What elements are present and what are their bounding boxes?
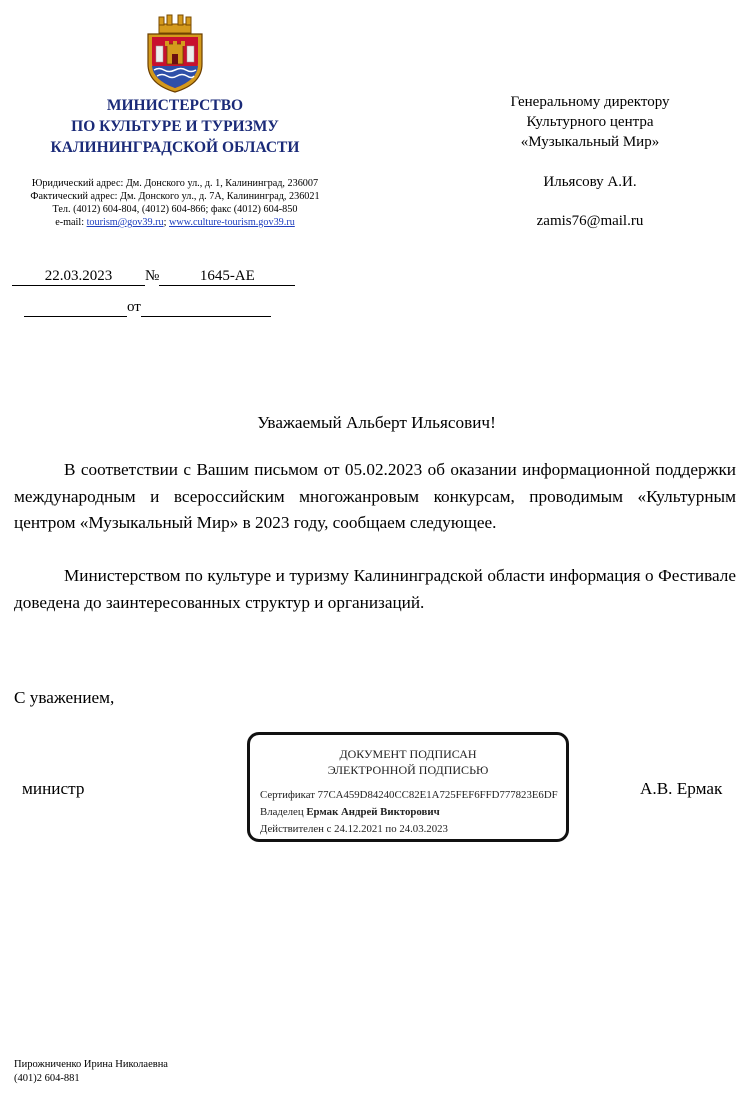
valid-to: 24.03.2023 <box>399 823 448 835</box>
registration-line <box>12 268 295 286</box>
signer-name: А.В. Ермак <box>640 779 723 798</box>
stamp-certificate <box>260 788 558 802</box>
contacts-line <box>0 216 350 230</box>
ministry-email-link[interactable]: tourism@gov39.ru <box>86 217 164 228</box>
actual-address: Фактический адрес: Дм. Донского ул., д. 7А, Калининград, 236021 <box>30 191 320 202</box>
number-sign: № <box>145 268 160 284</box>
addressee-name: Ильясову А.И. <box>543 174 637 190</box>
stamp-title-line1: ДОКУМЕНТ ПОДПИСАН <box>339 747 477 761</box>
executor-phone: (401)2 604-881 <box>14 1073 80 1084</box>
from-label: от <box>127 299 141 315</box>
addressee-line3: «Музыкальный Мир» <box>520 134 660 150</box>
owner-label: Владелец <box>260 806 304 818</box>
closing: С уважением, <box>14 688 115 707</box>
stamp-validity <box>260 822 448 836</box>
valid-from-label: Действителен с <box>260 823 332 835</box>
stamp-title-line2: ЭЛЕКТРОННОЙ ПОДПИСЬЮ <box>327 763 489 777</box>
addressee-line2: Культурного центра <box>526 114 654 130</box>
executor-name: Пирожниченко Ирина Николаевна <box>14 1059 168 1070</box>
contacts-separator: ; <box>163 217 167 228</box>
certificate-label: Сертификат <box>260 789 315 801</box>
registration-date: 22.03.2023 <box>12 268 145 286</box>
from-line <box>24 299 271 317</box>
owner-value: Ермак Андрей Викторович <box>306 806 440 818</box>
certificate-value: 77CA459D84240CC82E1A725FEF6FFD777823E6DF <box>317 789 558 801</box>
addressee-email[interactable]: zamis76@mail.ru <box>536 213 644 229</box>
paragraph-1: В соответствии с Вашим письмом от 05.02.2023 об оказании информационной поддержки международным и всероссийским многожанровым конкурсам, проводимым «Культурным центром «Музыкальный Мир» в 2023 году, сообщаем следующее. <box>14 460 736 532</box>
from-blank-1 <box>24 299 127 317</box>
stamp-owner <box>260 805 440 819</box>
signer-position: министр <box>22 779 85 798</box>
salutation: Уважаемый Альберт Ильясович! <box>257 413 496 432</box>
from-blank-2 <box>141 299 271 317</box>
kaliningrad-coat-of-arms-icon <box>144 14 206 94</box>
ministry-name-line1: МИНИСТЕРСТВО <box>106 97 244 114</box>
paragraph-2: Министерством по культуре и туризму Калининградской области информация о Фестивале доведена до заинтересованных структур и организаций. <box>14 566 736 612</box>
valid-to-label: по <box>385 823 397 835</box>
registration-number: 1645-АЕ <box>159 268 295 286</box>
addressee-line1: Генеральному директору <box>510 94 670 110</box>
ministry-website-link[interactable]: www.culture-tourism.gov39.ru <box>169 217 295 228</box>
ministry-name-line2: ПО КУЛЬТУРЕ И ТУРИЗМУ <box>71 118 279 135</box>
ministry-name-line3: КАЛИНИНГРАДСКОЙ ОБЛАСТИ <box>50 139 300 156</box>
legal-address: Юридический адрес: Дм. Донского ул., д. 1, Калининград, 236007 <box>31 178 319 189</box>
email-label: e-mail: <box>55 217 85 228</box>
phones: Тел. (4012) 604-804, (4012) 604-866; факс (4012) 604-850 <box>52 204 298 215</box>
electronic-signature-stamp <box>247 732 569 842</box>
valid-from: 24.12.2021 <box>334 823 383 835</box>
